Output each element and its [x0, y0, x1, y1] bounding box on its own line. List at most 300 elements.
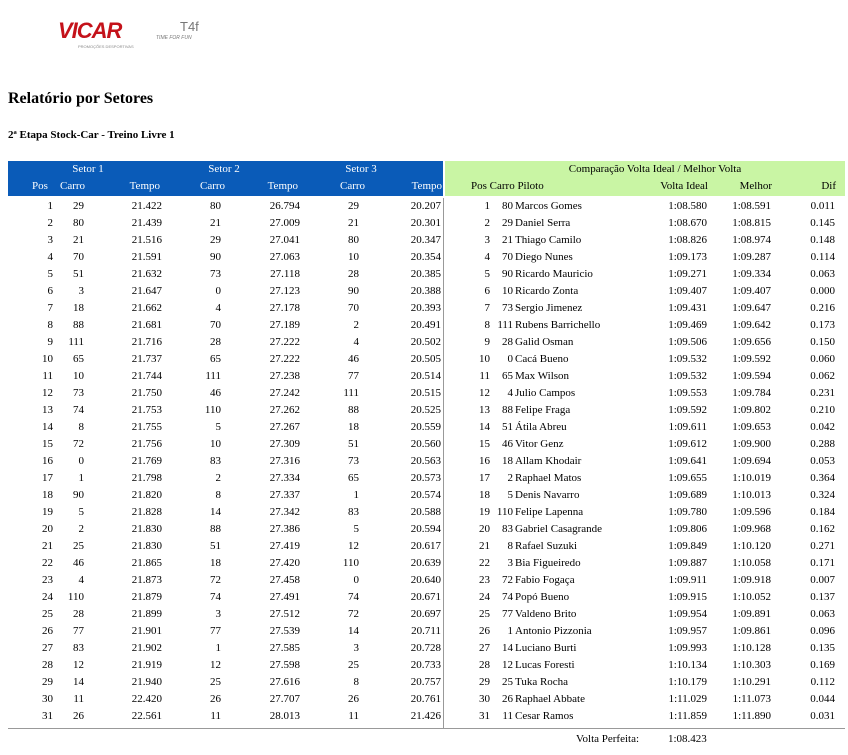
table-row	[8, 538, 845, 555]
melhor-cell: 1:09.596	[732, 506, 771, 518]
cmp-pos-cell: 30	[479, 693, 490, 705]
dif-cell: 0.007	[810, 574, 835, 586]
pos-header: Pos	[32, 180, 48, 192]
cmp-carro-cell: 46	[502, 438, 513, 450]
s2-carro-cell: 1	[215, 642, 221, 654]
cmp-pos-cell: 24	[479, 591, 490, 603]
piloto-cell: Tuka Rocha	[515, 676, 569, 688]
svg-text:TIME FOR FUN: TIME FOR FUN	[156, 35, 192, 41]
dif-cell: 0.216	[810, 302, 835, 314]
table-row	[8, 657, 845, 674]
piloto-cell: Diego Nunes	[515, 251, 573, 263]
svg-text:VICAR: VICAR	[58, 18, 122, 43]
s2-tempo-cell: 27.222	[269, 353, 300, 365]
s1-tempo-cell: 21.902	[131, 642, 162, 654]
s1-carro-cell: 3	[78, 285, 84, 297]
s3-tempo-cell: 20.573	[410, 472, 441, 484]
melhor-cell: 1:09.653	[732, 421, 771, 433]
column-divider	[443, 198, 444, 728]
s2-tempo-cell: 27.309	[269, 438, 300, 450]
dif-cell: 0.112	[810, 676, 835, 688]
s3-tempo-cell: 20.207	[410, 200, 441, 212]
s1-tempo-cell: 21.681	[131, 319, 162, 331]
volta-ideal-cell: 1:09.911	[668, 574, 707, 586]
s2-carro-cell: 111	[205, 370, 221, 382]
s3-carro-cell: 70	[348, 302, 359, 314]
cmp-carro-cell: 5	[507, 489, 513, 501]
cmp-carro-cell: 28	[502, 336, 513, 348]
s2-carro-cell: 72	[210, 574, 221, 586]
s2-carro-cell: 5	[215, 421, 221, 433]
cmp-carro-cell: 72	[502, 574, 513, 586]
melhor-cell: 1:09.918	[732, 574, 771, 586]
setor2-header: Setor 2	[208, 163, 240, 175]
volta-ideal-cell: 1:08.580	[668, 200, 707, 212]
pos-cell: 28	[42, 659, 53, 671]
piloto-cell: Marcos Gomes	[515, 200, 582, 212]
svg-text:PROMOÇÕES DESPORTIVAS: PROMOÇÕES DESPORTIVAS	[78, 44, 134, 49]
pos-cell: 6	[47, 285, 53, 297]
table-row	[8, 674, 845, 691]
s3-carro-cell: 5	[353, 523, 359, 535]
s2-tempo-cell: 27.616	[269, 676, 300, 688]
table-row	[8, 419, 845, 436]
table-row	[8, 623, 845, 640]
melhor-cell: 1:09.891	[732, 608, 771, 620]
s2-carro-cell: 4	[215, 302, 221, 314]
pos-cell: 12	[42, 387, 53, 399]
cmp-carro-cell: 14	[502, 642, 513, 654]
piloto-cell: Lucas Foresti	[515, 659, 575, 671]
dif-cell: 0.114	[810, 251, 835, 263]
volta-ideal-cell: 1:09.407	[668, 285, 707, 297]
melhor-cell: 1:08.974	[732, 234, 771, 246]
s1-tempo-cell: 21.830	[131, 540, 162, 552]
s2-carro-cell: 12	[210, 659, 221, 671]
melhor-cell: 1:11.073	[732, 693, 771, 705]
s1-tempo-cell: 21.865	[131, 557, 162, 569]
cmp-carro-cell: 12	[502, 659, 513, 671]
piloto-cell: Popó Bueno	[515, 591, 570, 603]
s1-tempo-cell: 21.737	[131, 353, 162, 365]
s2-carro-cell: 77	[210, 625, 221, 637]
s1-tempo-cell: 21.830	[131, 523, 162, 535]
s1-tempo-cell: 21.879	[131, 591, 162, 603]
piloto-cell: Vitor Genz	[515, 438, 564, 450]
dif-header: Dif	[821, 180, 836, 192]
piloto-cell: Ricardo Mauricio	[515, 268, 593, 280]
cmp-pos-cell: 11	[479, 370, 490, 382]
piloto-cell: Bia Figueiredo	[515, 557, 581, 569]
s3-tempo-cell: 20.502	[410, 336, 441, 348]
cmp-pos-cell: 7	[484, 302, 490, 314]
s1-carro-cell: 5	[78, 506, 84, 518]
table-row	[8, 691, 845, 708]
s1-tempo-cell: 21.798	[131, 472, 162, 484]
volta-ideal-cell: 1:09.532	[668, 353, 707, 365]
s2-tempo-cell: 27.009	[269, 217, 300, 229]
s1-carro-cell: 14	[73, 676, 84, 688]
cmp-carro-cell: 18	[502, 455, 513, 467]
cmp-carro-cell: 73	[502, 302, 513, 314]
volta-ideal-cell: 1:08.670	[668, 217, 707, 229]
volta-ideal-cell: 1:11.029	[668, 693, 707, 705]
s1-carro-cell: 83	[73, 642, 84, 654]
s1-tempo-cell: 21.632	[131, 268, 162, 280]
pos-cell: 18	[42, 489, 53, 501]
table-row	[8, 351, 845, 368]
dif-cell: 0.169	[810, 659, 835, 671]
pos-cell: 13	[42, 404, 53, 416]
event-title: 2ª Etapa Stock-Car - Treino Livre 1	[8, 129, 175, 141]
piloto-cell: Rubens Barrichello	[515, 319, 601, 331]
s3-carro-cell: 18	[348, 421, 359, 433]
melhor-cell: 1:10.291	[732, 676, 771, 688]
melhor-cell: 1:09.642	[732, 319, 771, 331]
s1-carro-cell: 18	[73, 302, 84, 314]
piloto-cell: Thiago Camilo	[515, 234, 582, 246]
melhor-cell: 1:09.594	[732, 370, 771, 382]
s2-tempo-cell: 27.337	[269, 489, 300, 501]
s1-carro-cell: 88	[73, 319, 84, 331]
s1-carro-cell: 73	[73, 387, 84, 399]
dif-cell: 0.148	[810, 234, 835, 246]
cmp-carro-cell: 77	[502, 608, 513, 620]
s1-tempo-cell: 21.756	[131, 438, 162, 450]
melhor-cell: 1:09.407	[732, 285, 771, 297]
s3-tempo-cell: 20.728	[410, 642, 441, 654]
s1-tempo-cell: 21.899	[131, 608, 162, 620]
s3-carro-cell: 51	[348, 438, 359, 450]
s1-tempo-cell: 21.662	[131, 302, 162, 314]
dif-cell: 0.137	[810, 591, 835, 603]
s3-tempo-cell: 20.505	[410, 353, 441, 365]
s2-tempo-cell: 27.316	[269, 455, 300, 467]
s1-carro-cell: 29	[73, 200, 84, 212]
table-row	[8, 572, 845, 589]
s3-carro-cell: 90	[348, 285, 359, 297]
cmp-pos-cell: 9	[484, 336, 490, 348]
s3-tempo-cell: 20.640	[410, 574, 441, 586]
s1-tempo-cell: 21.873	[131, 574, 162, 586]
piloto-cell: Cacá Bueno	[515, 353, 569, 365]
s1-tempo-cell: 21.439	[131, 217, 162, 229]
volta-ideal-cell: 1:09.532	[668, 370, 707, 382]
cmp-pos-cell: 27	[479, 642, 490, 654]
volta-ideal-cell: 1:09.611	[668, 421, 707, 433]
volta-ideal-cell: 1:09.592	[668, 404, 707, 416]
comparison-title: Comparação Volta Ideal / Melhor Volta	[568, 163, 742, 175]
s3-carro-cell: 8	[353, 676, 359, 688]
s1-tempo-cell: 21.940	[131, 676, 162, 688]
s3-tempo-cell: 20.588	[410, 506, 441, 518]
table-row	[8, 317, 845, 334]
s2-carro-cell: 73	[210, 268, 221, 280]
cmp-pos-cell: 19	[479, 506, 490, 518]
cmp-pos-cell: 13	[479, 404, 490, 416]
s2-carro-cell: 51	[210, 540, 221, 552]
volta-ideal-cell: 1:09.887	[668, 557, 707, 569]
melhor-cell: 1:09.968	[732, 523, 771, 535]
cmp-pos-cell: 20	[479, 523, 490, 535]
pos-cell: 21	[42, 540, 53, 552]
cmp-carro-cell: 111	[497, 319, 513, 331]
volta-ideal-cell: 1:09.780	[668, 506, 707, 518]
svg-text:T4f: T4f	[180, 19, 199, 34]
volta-ideal-cell: 1:09.173	[668, 251, 707, 263]
cmp-pos-cell: 23	[479, 574, 490, 586]
piloto-cell: Antonio Pizzonia	[515, 625, 592, 637]
volta-ideal-cell: 1:09.641	[668, 455, 707, 467]
s2-carro-cell: 0	[215, 285, 221, 297]
s1-carro-cell: 80	[73, 217, 84, 229]
pos-cell: 16	[42, 455, 53, 467]
pos-cell: 9	[47, 336, 53, 348]
s1-carro-header: Carro	[60, 180, 86, 192]
s3-carro-cell: 0	[353, 574, 359, 586]
s1-tempo-cell: 21.919	[131, 659, 162, 671]
dif-cell: 0.063	[810, 608, 835, 620]
melhor-cell: 1:08.815	[732, 217, 771, 229]
melhor-cell: 1:09.861	[732, 625, 771, 637]
s2-carro-cell: 18	[210, 557, 221, 569]
s1-tempo-cell: 21.591	[131, 251, 162, 263]
volta-ideal-cell: 1:08.826	[668, 234, 707, 246]
volta-ideal-cell: 1:09.431	[668, 302, 707, 314]
volta-ideal-cell: 1:09.612	[668, 438, 707, 450]
pos-cell: 5	[47, 268, 53, 280]
s2-tempo-cell: 26.794	[269, 200, 300, 212]
s1-carro-cell: 72	[73, 438, 84, 450]
cmp-pos-cell: 31	[479, 710, 490, 722]
s1-carro-cell: 74	[73, 404, 84, 416]
dif-cell: 0.173	[810, 319, 835, 331]
s3-tempo-cell: 20.385	[410, 268, 441, 280]
s3-carro-cell: 88	[348, 404, 359, 416]
sector-header	[8, 161, 443, 196]
dif-cell: 0.231	[810, 387, 835, 399]
s3-tempo-cell: 20.563	[410, 455, 441, 467]
cmp-pos-cell: 3	[484, 234, 490, 246]
s3-tempo-cell: 21.426	[410, 710, 441, 722]
s3-carro-cell: 3	[353, 642, 359, 654]
table-row	[8, 266, 845, 283]
table-row	[8, 385, 845, 402]
perfect-lap-value: 1:08.423	[668, 733, 707, 745]
cmp-carro-cell: 74	[502, 591, 513, 603]
dif-cell: 0.150	[810, 336, 835, 348]
s1-tempo-cell: 21.647	[131, 285, 162, 297]
s2-tempo-cell: 27.334	[269, 472, 300, 484]
s3-carro-cell: 28	[348, 268, 359, 280]
s1-carro-cell: 51	[73, 268, 84, 280]
s3-tempo-cell: 20.639	[410, 557, 441, 569]
melhor-cell: 1:10.019	[732, 472, 771, 484]
s2-tempo-cell: 27.707	[269, 693, 300, 705]
piloto-cell: Felipe Lapenna	[515, 506, 584, 518]
pos-cell: 19	[42, 506, 53, 518]
s1-carro-cell: 0	[78, 455, 84, 467]
pos-cell: 7	[47, 302, 53, 314]
s3-carro-cell: 26	[348, 693, 359, 705]
s2-tempo-cell: 27.419	[269, 540, 300, 552]
s2-carro-cell: 8	[215, 489, 221, 501]
s1-carro-cell: 46	[73, 557, 84, 569]
table-row	[8, 470, 845, 487]
cmp-carro-cell: 1	[507, 625, 513, 637]
melhor-cell: 1:09.900	[732, 438, 771, 450]
piloto-cell: Valdeno Brito	[515, 608, 577, 620]
melhor-cell: 1:09.656	[732, 336, 771, 348]
s3-carro-cell: 73	[348, 455, 359, 467]
dif-cell: 0.145	[810, 217, 835, 229]
pos-cell: 30	[42, 693, 53, 705]
piloto-cell: Julio Campos	[515, 387, 576, 399]
s3-tempo-cell: 20.388	[410, 285, 441, 297]
pos-cell: 31	[42, 710, 53, 722]
melhor-cell: 1:09.287	[732, 251, 771, 263]
s2-carro-cell: 11	[210, 710, 221, 722]
s2-carro-cell: 46	[210, 387, 221, 399]
s1-tempo-cell: 21.753	[131, 404, 162, 416]
s1-tempo-cell: 21.516	[131, 234, 162, 246]
s1-carro-cell: 4	[78, 574, 84, 586]
piloto-cell: Fabio Fogaça	[515, 574, 575, 586]
cmp-pos-cell: 5	[484, 268, 490, 280]
pos-cell: 20	[42, 523, 53, 535]
cmp-carro-cell: 10	[502, 285, 513, 297]
pos-cell: 1	[47, 200, 53, 212]
table-row	[8, 606, 845, 623]
s1-carro-cell: 11	[73, 693, 84, 705]
melhor-cell: 1:10.052	[732, 591, 771, 603]
s1-carro-cell: 21	[73, 234, 84, 246]
s2-tempo-cell: 27.598	[269, 659, 300, 671]
melhor-cell: 1:09.647	[732, 302, 771, 314]
table-row	[8, 334, 845, 351]
s2-carro-cell: 3	[215, 608, 221, 620]
s1-carro-cell: 65	[73, 353, 84, 365]
s3-tempo-cell: 20.514	[410, 370, 441, 382]
cmp-carro-cell: 4	[507, 387, 513, 399]
s3-tempo-cell: 20.491	[410, 319, 441, 331]
vicar-t4f-logo	[58, 18, 218, 52]
pos-cell: 11	[42, 370, 53, 382]
cmp-pos-cell: 22	[479, 557, 490, 569]
comparison-header	[445, 161, 845, 196]
melhor-cell: 1:10.303	[732, 659, 771, 671]
cmp-carro-cell: 21	[502, 234, 513, 246]
dif-cell: 0.184	[810, 506, 835, 518]
dif-cell: 0.062	[810, 370, 835, 382]
setor3-header: Setor 3	[345, 163, 377, 175]
pos-cell: 24	[42, 591, 53, 603]
melhor-cell: 1:10.013	[732, 489, 771, 501]
report-title: Relatório por Setores	[8, 90, 154, 107]
pos-cell: 26	[42, 625, 53, 637]
s3-carro-cell: 111	[343, 387, 359, 399]
piloto-cell: Max Wilson	[515, 370, 570, 382]
volta-ideal-cell: 1:09.849	[668, 540, 707, 552]
s3-carro-cell: 21	[348, 217, 359, 229]
s2-carro-cell: 110	[204, 404, 221, 416]
dif-cell: 0.364	[810, 472, 835, 484]
table-row	[8, 708, 845, 725]
piloto-cell: Luciano Burti	[515, 642, 577, 654]
dif-cell: 0.171	[810, 557, 835, 569]
cmp-carro-cell: 65	[502, 370, 513, 382]
s2-tempo-cell: 27.267	[269, 421, 300, 433]
table-row	[8, 589, 845, 606]
s1-carro-cell: 12	[73, 659, 84, 671]
s1-carro-cell: 28	[73, 608, 84, 620]
s2-tempo-cell: 27.585	[269, 642, 300, 654]
s2-carro-cell: 70	[210, 319, 221, 331]
volta-ideal-cell: 1:10.179	[668, 676, 707, 688]
s2-tempo-cell: 27.123	[269, 285, 300, 297]
s3-tempo-cell: 20.733	[410, 659, 441, 671]
s1-carro-cell: 90	[73, 489, 84, 501]
s3-tempo-cell: 20.515	[410, 387, 441, 399]
s2-carro-cell: 88	[210, 523, 221, 535]
cmp-pos-cell: 6	[484, 285, 490, 297]
cmp-pos-cell: 4	[484, 251, 490, 263]
s3-tempo-cell: 20.354	[410, 251, 441, 263]
s2-tempo-cell: 27.041	[269, 234, 300, 246]
s1-carro-cell: 8	[78, 421, 84, 433]
s2-carro-cell: 2	[215, 472, 221, 484]
piloto-cell: Cesar Ramos	[515, 710, 574, 722]
s1-tempo-cell: 21.901	[131, 625, 162, 637]
table-row	[8, 436, 845, 453]
s3-carro-cell: 1	[353, 489, 359, 501]
footer-rule	[8, 728, 845, 729]
s1-tempo-cell: 21.422	[131, 200, 162, 212]
s3-carro-cell: 65	[348, 472, 359, 484]
volta-ideal-cell: 1:11.859	[668, 710, 707, 722]
s2-tempo-cell: 27.491	[269, 591, 300, 603]
s3-carro-cell: 110	[342, 557, 359, 569]
s3-carro-cell: 11	[348, 710, 359, 722]
s2-carro-header: Carro	[200, 180, 226, 192]
s3-carro-cell: 25	[348, 659, 359, 671]
cmp-carro-cell: 8	[507, 540, 513, 552]
s2-tempo-cell: 27.512	[269, 608, 300, 620]
melhor-cell: 1:10.058	[732, 557, 771, 569]
melhor-header: Melhor	[739, 180, 772, 192]
piloto-cell: Galid Osman	[515, 336, 574, 348]
volta-ideal-header: Volta Ideal	[660, 180, 708, 192]
piloto-cell: Rafael Suzuki	[515, 540, 578, 552]
s3-tempo-header: Tempo	[411, 180, 442, 192]
pos-cell: 17	[42, 472, 53, 484]
piloto-cell: Gabriel Casagrande	[515, 523, 603, 535]
volta-ideal-cell: 1:09.689	[668, 489, 707, 501]
s1-carro-cell: 77	[73, 625, 84, 637]
cmp-carro-cell: 80	[502, 200, 513, 212]
cmp-pos-cell: 2	[484, 217, 490, 229]
pos-cell: 4	[47, 251, 53, 263]
s3-tempo-cell: 20.761	[410, 693, 441, 705]
s2-tempo-cell: 27.262	[269, 404, 300, 416]
melhor-cell: 1:10.120	[732, 540, 771, 552]
cmp-pos-cell: 18	[479, 489, 490, 501]
s3-tempo-cell: 20.697	[410, 608, 441, 620]
s3-carro-cell: 14	[348, 625, 359, 637]
s2-tempo-cell: 27.063	[269, 251, 300, 263]
piloto-cell: Raphael Abbate	[515, 693, 585, 705]
s1-tempo-cell: 22.420	[131, 693, 162, 705]
